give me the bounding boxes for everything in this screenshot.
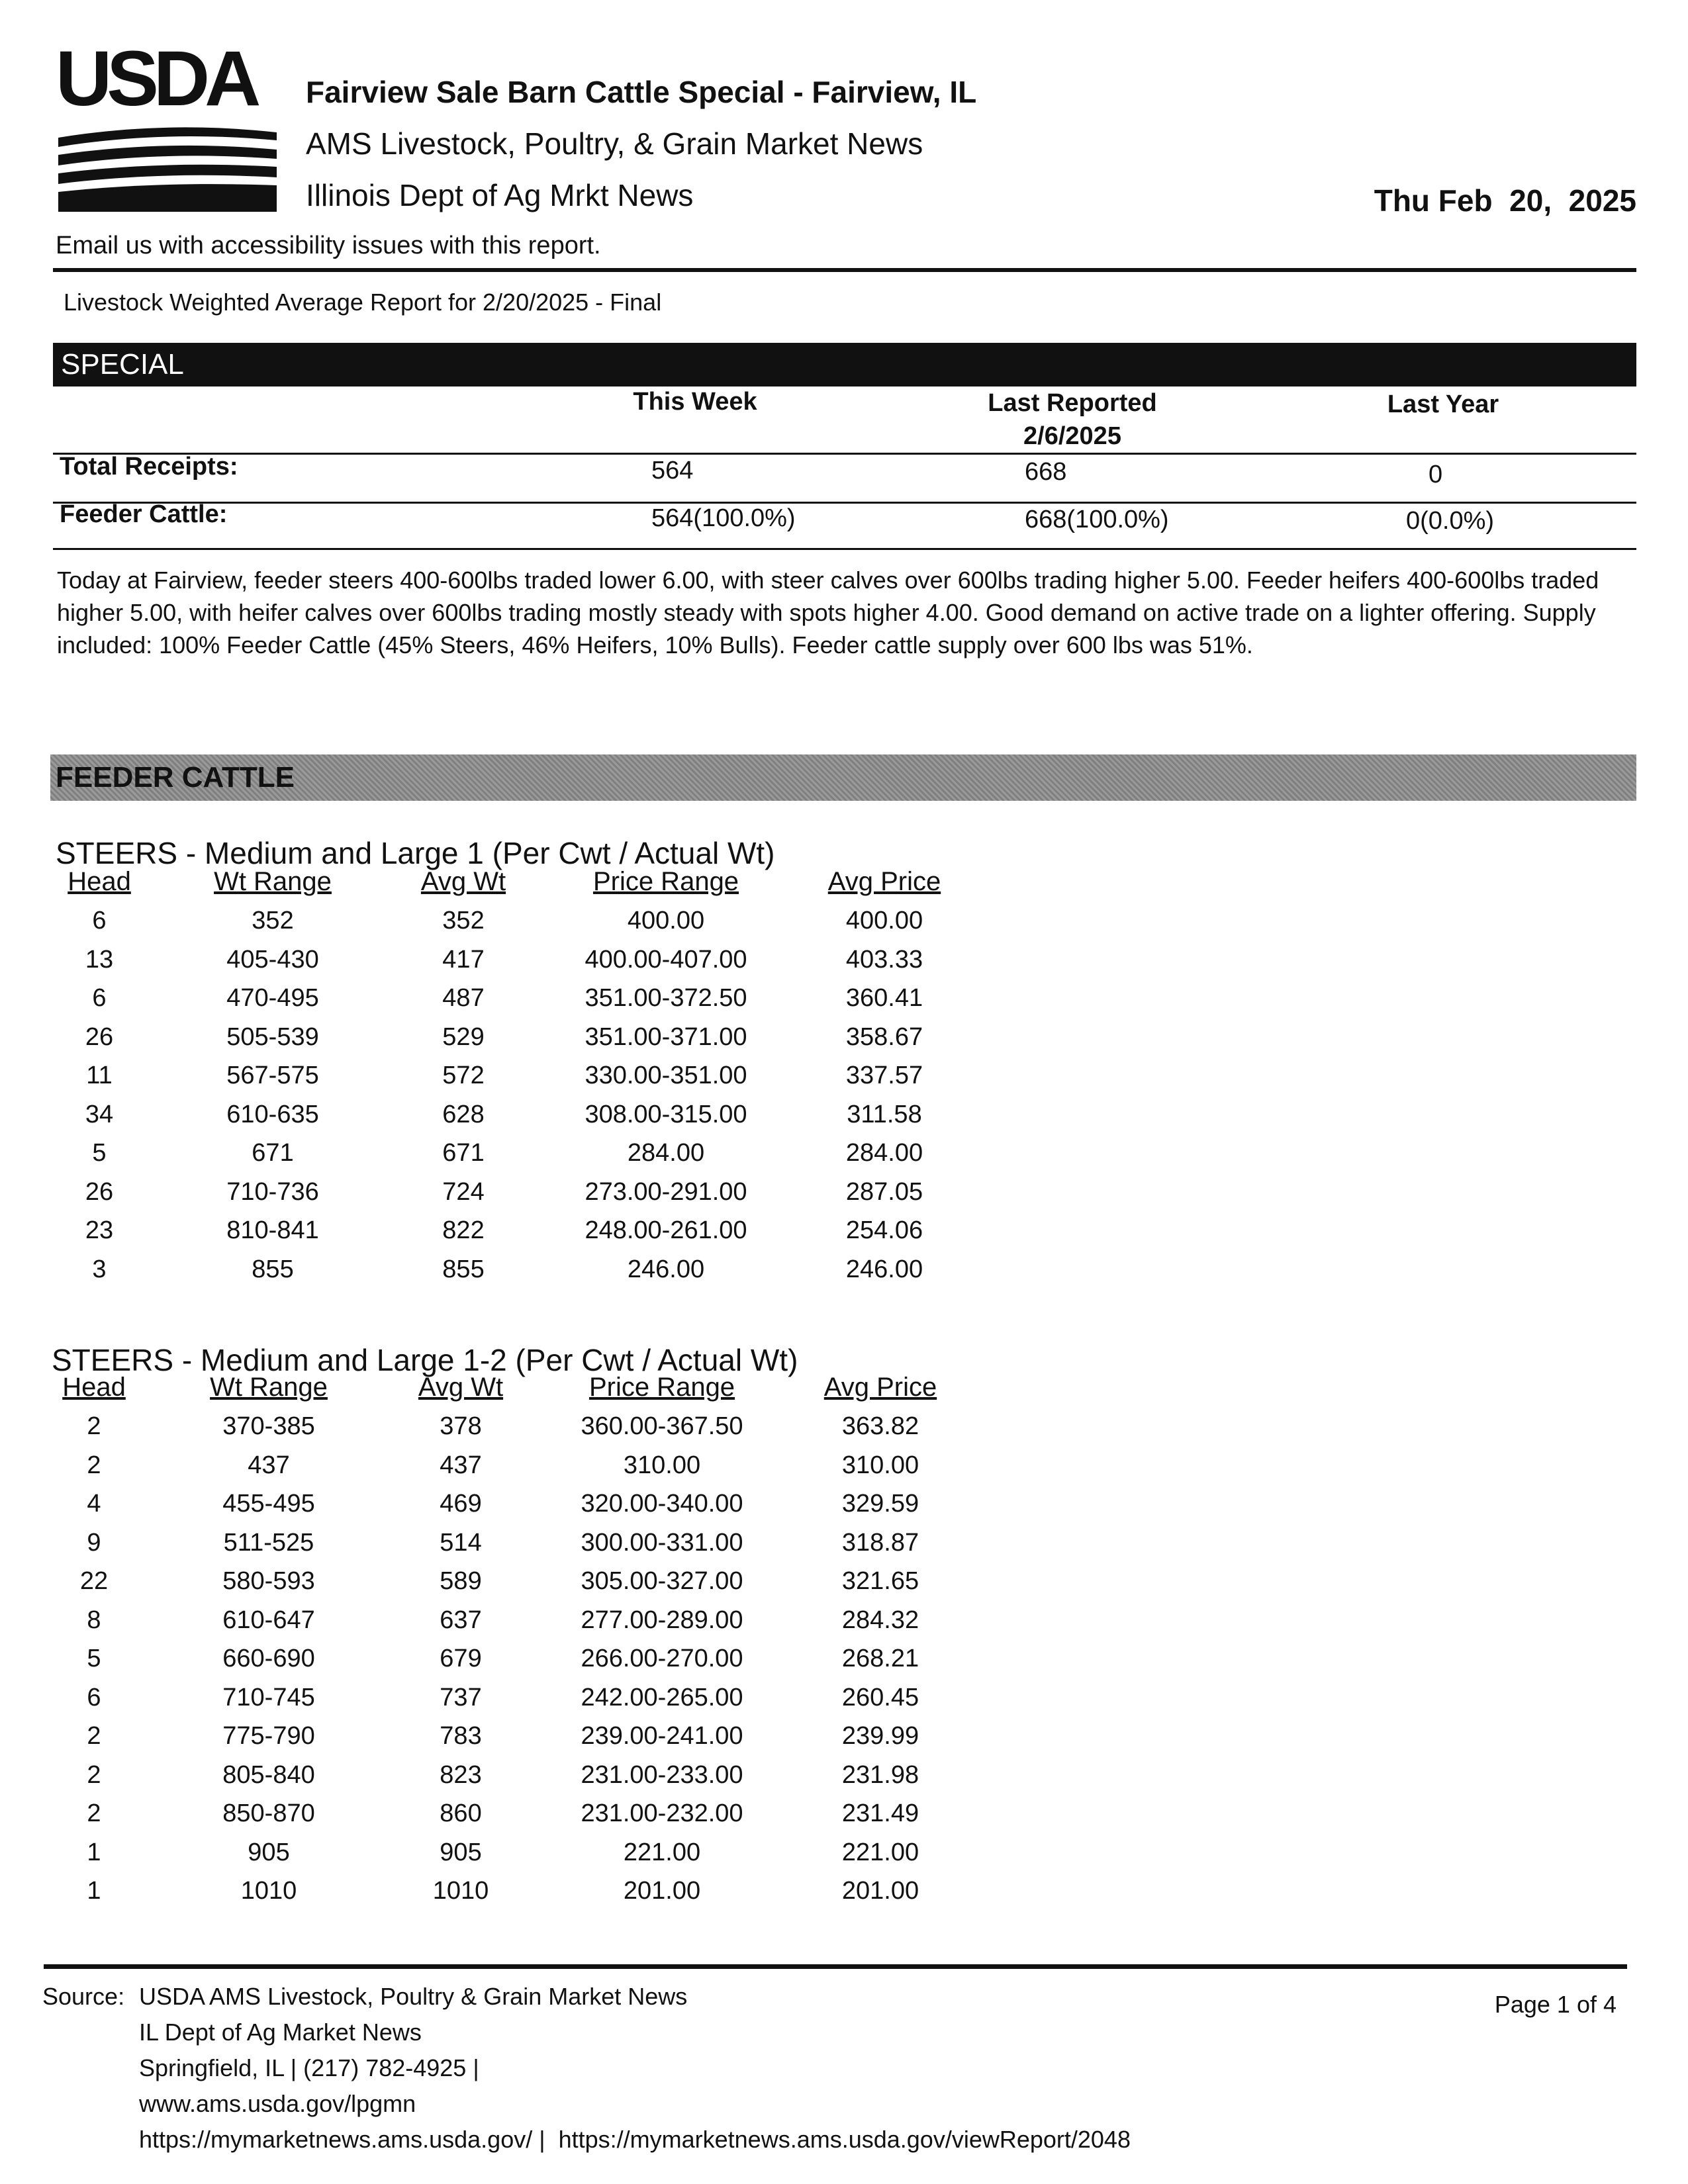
col-header-wt-range: Wt Range — [210, 1373, 328, 1402]
cell-price-range: 400.00 — [627, 907, 705, 934]
cell-avg-wt: 860 — [440, 1799, 482, 1827]
cell-head: 6 — [92, 907, 107, 934]
page-number: Page 1 of 4 — [1494, 1991, 1617, 2018]
cell-wt-range: 370-385 — [222, 1412, 315, 1440]
cell-head: 6 — [87, 1684, 101, 1711]
cell-wt-range: 805-840 — [222, 1761, 315, 1789]
usda-logo — [56, 35, 281, 216]
cell-wt-range: 352 — [252, 907, 294, 934]
cell-avg-wt: 737 — [440, 1684, 482, 1711]
total-receipts-this-week: 564 — [651, 457, 694, 484]
cell-wt-range: 455-495 — [222, 1490, 315, 1518]
total-receipts-label: Total Receipts: — [60, 453, 238, 480]
cell-avg-wt: 628 — [442, 1101, 485, 1128]
col-header-wt-range: Wt Range — [214, 867, 332, 896]
source-line-office: IL Dept of Ag Market News — [139, 2019, 422, 2046]
col-header-last-year: Last Year — [1387, 390, 1499, 418]
cell-wt-range: 710-736 — [226, 1178, 319, 1206]
cell-head: 23 — [85, 1216, 114, 1244]
col-header-avg-price: Avg Price — [827, 867, 941, 896]
cell-head: 1 — [87, 1877, 101, 1905]
footer-divider — [44, 1964, 1627, 1969]
cell-avg-wt: 487 — [442, 984, 485, 1012]
cell-avg-price: 201.00 — [841, 1877, 919, 1905]
summary-divider — [53, 502, 1636, 504]
cell-wt-range: 437 — [248, 1451, 290, 1479]
cell-price-range: 242.00-265.00 — [581, 1684, 743, 1711]
cell-wt-range: 775-790 — [222, 1722, 315, 1750]
col-header-last-reported: Last Reported — [988, 389, 1157, 417]
col-header-this-week: This Week — [633, 388, 757, 416]
cell-price-range: 300.00-331.00 — [581, 1529, 743, 1557]
cell-avg-wt: 352 — [442, 907, 485, 934]
col-header-avg-price: Avg Price — [823, 1373, 937, 1402]
cell-price-range: 400.00-407.00 — [585, 946, 747, 974]
cell-head: 26 — [85, 1178, 114, 1206]
feeder-cattle-band: FEEDER CATTLE — [50, 754, 1636, 801]
cell-head: 5 — [92, 1139, 107, 1167]
cell-head: 26 — [85, 1023, 114, 1051]
market-narrative: Today at Fairview, feeder steers 400-600lbs traded lower 6.00, with steer calves over 600lbs trading higher 5.00. Feeder heifers 400-600lbs traded higher 5.00, with heifer calves over 600lbs trading mostly steady with spots higher 4.00. Good demand on active trade on a lighter offering. Supply included: 100% Feeder Cattle (45% Steers, 46% Heifers, 10% Bulls). Feeder cattle supply over 600 lbs was 51%. — [57, 567, 1599, 659]
cell-price-range: 239.00-241.00 — [581, 1722, 743, 1750]
cell-avg-wt: 1010 — [432, 1877, 489, 1905]
cell-avg-wt: 589 — [440, 1567, 482, 1595]
cell-avg-price: 321.65 — [841, 1567, 919, 1595]
col-header-avg-wt: Avg Wt — [418, 1373, 504, 1402]
col-header-last-reported-date: 2/6/2025 — [1023, 422, 1121, 450]
cell-avg-wt: 572 — [442, 1062, 485, 1089]
cell-head: 2 — [87, 1451, 101, 1479]
special-section-band: SPECIAL — [53, 343, 1636, 387]
cell-avg-price: 284.32 — [841, 1606, 919, 1634]
cell-avg-price: 246.00 — [845, 1255, 923, 1283]
accessibility-email-link[interactable]: Email us with accessibility issues with this report. — [56, 232, 601, 259]
cell-price-range: 320.00-340.00 — [581, 1490, 743, 1518]
cell-avg-price: 239.99 — [841, 1722, 919, 1750]
cell-head: 2 — [87, 1722, 101, 1750]
logo-wordmark: USDA — [56, 35, 256, 122]
cell-wt-range: 810-841 — [226, 1216, 319, 1244]
table-title-steers-ml12: STEERS - Medium and Large 1-2 (Per Cwt / Actual Wt) — [52, 1343, 798, 1377]
cell-head: 5 — [87, 1645, 101, 1672]
cell-head: 9 — [87, 1529, 101, 1557]
cell-avg-price: 284.00 — [845, 1139, 923, 1167]
cell-avg-price: 403.33 — [845, 946, 923, 974]
source-label: Source: — [42, 1983, 125, 2010]
cell-price-range: 248.00-261.00 — [585, 1216, 747, 1244]
col-header-price-range: Price Range — [588, 1373, 735, 1402]
cell-head: 4 — [87, 1490, 101, 1518]
cell-price-range: 351.00-371.00 — [585, 1023, 747, 1051]
col-header-avg-wt: Avg Wt — [420, 867, 506, 896]
cell-avg-price: 260.45 — [841, 1684, 919, 1711]
cell-wt-range: 505-539 — [226, 1023, 319, 1051]
summary-divider — [53, 453, 1636, 455]
cell-wt-range: 1010 — [240, 1877, 297, 1905]
cell-avg-price: 363.82 — [841, 1412, 919, 1440]
cell-wt-range: 660-690 — [222, 1645, 315, 1672]
cell-wt-range: 567-575 — [226, 1062, 319, 1089]
cell-avg-wt: 724 — [442, 1178, 485, 1206]
report-subtitle: Livestock Weighted Average Report for 2/20/2025 - Final — [64, 289, 662, 316]
feeder-cattle-label: Feeder Cattle: — [60, 500, 228, 528]
report-office: Illinois Dept of Ag Mrkt News — [306, 178, 694, 212]
cell-price-range: 351.00-372.50 — [585, 984, 747, 1012]
cell-head: 2 — [87, 1799, 101, 1827]
cell-head: 3 — [92, 1255, 107, 1283]
cell-avg-wt: 679 — [440, 1645, 482, 1672]
cell-avg-price: 337.57 — [845, 1062, 923, 1089]
cell-wt-range: 610-635 — [226, 1101, 319, 1128]
cell-wt-range: 511-525 — [223, 1529, 314, 1557]
cell-avg-price: 318.87 — [841, 1529, 919, 1557]
cell-avg-wt: 905 — [440, 1839, 482, 1866]
total-receipts-last-reported: 668 — [1025, 458, 1067, 486]
cell-price-range: 330.00-351.00 — [585, 1062, 747, 1089]
col-header-head: Head — [68, 867, 131, 896]
cell-avg-wt: 437 — [440, 1451, 482, 1479]
cell-avg-price: 254.06 — [845, 1216, 923, 1244]
cell-avg-wt: 822 — [442, 1216, 485, 1244]
cell-price-range: 305.00-327.00 — [581, 1567, 743, 1595]
cell-avg-price: 287.05 — [845, 1178, 923, 1206]
cell-avg-wt: 529 — [442, 1023, 485, 1051]
cell-price-range: 201.00 — [623, 1877, 701, 1905]
report-agency: AMS Livestock, Poultry, & Grain Market News — [306, 126, 923, 161]
source-link-lpgmn[interactable]: www.ams.usda.gov/lpgmn — [139, 2090, 416, 2117]
cell-avg-wt: 514 — [440, 1529, 482, 1557]
report-date: Thu Feb 20, 2025 — [1374, 183, 1636, 218]
cell-head: 22 — [79, 1567, 109, 1595]
cell-avg-wt: 671 — [442, 1139, 485, 1167]
cell-price-range: 246.00 — [627, 1255, 705, 1283]
cell-avg-price: 311.58 — [847, 1101, 922, 1128]
feeder-cattle-this-week: 564(100.0%) — [651, 504, 796, 532]
cell-avg-price: 400.00 — [845, 907, 923, 934]
cell-wt-range: 855 — [252, 1255, 294, 1283]
col-header-price-range: Price Range — [592, 867, 739, 896]
cell-avg-price: 360.41 — [845, 984, 923, 1012]
cell-wt-range: 905 — [248, 1839, 290, 1866]
cell-price-range: 231.00-232.00 — [581, 1799, 743, 1827]
cell-avg-wt: 783 — [440, 1722, 482, 1750]
table-title-steers-ml1: STEERS - Medium and Large 1 (Per Cwt / Actual Wt) — [56, 836, 775, 870]
cell-avg-wt: 855 — [442, 1255, 485, 1283]
header-divider — [53, 268, 1636, 272]
cell-head: 8 — [87, 1606, 101, 1634]
cell-head: 11 — [86, 1062, 113, 1089]
cell-price-range: 360.00-367.50 — [581, 1412, 743, 1440]
cell-avg-wt: 469 — [440, 1490, 482, 1518]
cell-avg-wt: 637 — [440, 1606, 482, 1634]
total-receipts-last-year: 0 — [1429, 461, 1443, 488]
cell-avg-price: 358.67 — [845, 1023, 923, 1051]
report-title: Fairview Sale Barn Cattle Special - Fairview, IL — [306, 75, 977, 109]
summary-divider — [53, 548, 1636, 550]
cell-wt-range: 470-495 — [226, 984, 319, 1012]
source-link-mymarketnews[interactable]: https://mymarketnews.ams.usda.gov/ | https://mymarketnews.ams.usda.gov/viewReport/2048 — [139, 2126, 1131, 2153]
source-line-phone: Springfield, IL | (217) 782-4925 | — [139, 2054, 479, 2081]
cell-wt-range: 850-870 — [222, 1799, 315, 1827]
cell-avg-wt: 823 — [440, 1761, 482, 1789]
cell-avg-wt: 378 — [440, 1412, 482, 1440]
cell-price-range: 308.00-315.00 — [585, 1101, 747, 1128]
cell-head: 2 — [87, 1412, 101, 1440]
cell-price-range: 284.00 — [627, 1139, 705, 1167]
cell-avg-price: 221.00 — [841, 1839, 919, 1866]
cell-price-range: 221.00 — [623, 1839, 701, 1866]
cell-avg-price: 231.98 — [841, 1761, 919, 1789]
cell-wt-range: 710-745 — [222, 1684, 315, 1711]
cell-wt-range: 610-647 — [222, 1606, 315, 1634]
cell-price-range: 231.00-233.00 — [581, 1761, 743, 1789]
logo-stripes-icon — [58, 126, 277, 212]
cell-price-range: 277.00-289.00 — [581, 1606, 743, 1634]
col-header-head: Head — [62, 1373, 126, 1402]
cell-avg-price: 329.59 — [841, 1490, 919, 1518]
cell-wt-range: 671 — [252, 1139, 294, 1167]
feeder-cattle-last-reported: 668(100.0%) — [1025, 506, 1169, 533]
cell-price-range: 266.00-270.00 — [581, 1645, 743, 1672]
cell-head: 34 — [85, 1101, 114, 1128]
cell-avg-wt: 417 — [442, 946, 485, 974]
cell-head: 6 — [92, 984, 107, 1012]
cell-price-range: 273.00-291.00 — [585, 1178, 747, 1206]
feeder-cattle-last-year: 0(0.0%) — [1406, 507, 1495, 535]
source-block — [139, 1979, 1131, 2158]
source-line-agency: USDA AMS Livestock, Poultry & Grain Market News — [139, 1983, 688, 2010]
cell-wt-range: 405-430 — [226, 946, 319, 974]
cell-head: 1 — [87, 1839, 101, 1866]
cell-avg-price: 268.21 — [841, 1645, 919, 1672]
cell-wt-range: 580-593 — [222, 1567, 315, 1595]
cell-avg-price: 231.49 — [841, 1799, 919, 1827]
cell-avg-price: 310.00 — [841, 1451, 919, 1479]
cell-head: 2 — [87, 1761, 101, 1789]
cell-price-range: 310.00 — [623, 1451, 701, 1479]
cell-head: 13 — [85, 946, 114, 974]
